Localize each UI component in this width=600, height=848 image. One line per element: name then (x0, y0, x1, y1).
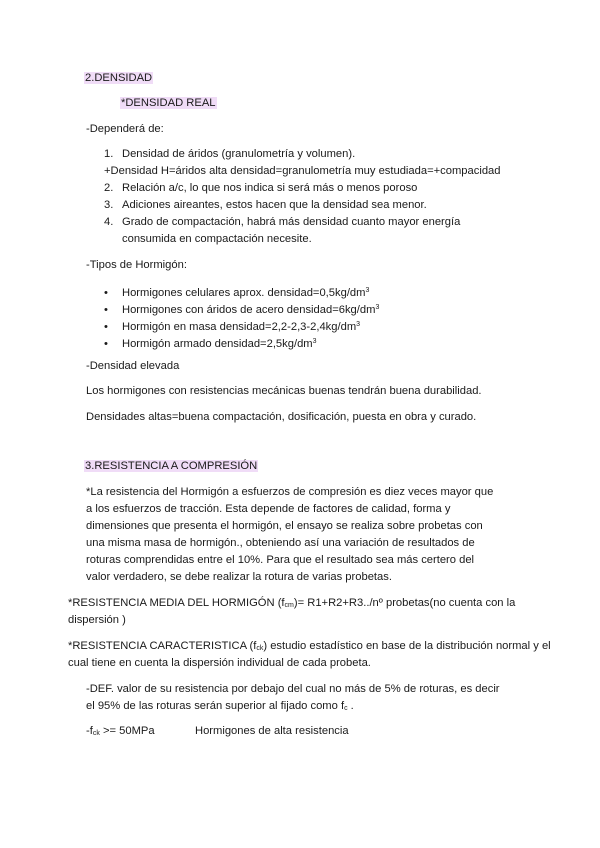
factor-item-continuation: consumida en compactación necesite. (122, 233, 312, 245)
intro-line: valor verdadero, se debe realizar la rotura de varias probetas. (86, 571, 392, 583)
characteristic-strength-line: *RESISTENCIA CARACTERISTICA $(f_{ck})$ estudio estadístico en base de la distribución normal y el (68, 640, 551, 652)
depends-intro: -Dependerá de: (86, 123, 164, 135)
intro-line: dimensiones que presenta el hormigón, el ensayo se realiza sobre probetas con (86, 520, 483, 532)
paragraph: Densidades altas=buena compactación, dosificación, puesta en obra y curado. (86, 411, 477, 423)
density-real-subheading: *DENSIDAD REAL (121, 97, 216, 109)
type-item: • Hormigones con áridos de acero $densidad=6kg/dm^3$ (104, 304, 380, 316)
type-item: • Hormigones celulares aprox. $densidad=0,5kg/dm^3$ (104, 287, 370, 299)
factor-item: +Densidad H=áridos alta densidad=granulometría muy estudiada=+compacidad (104, 165, 501, 177)
section-3-heading: 3.RESISTENCIA A COMPRESIÓN (85, 460, 258, 472)
mean-strength-line-2: dispersión ) (68, 614, 126, 626)
bullet-icon: • (104, 338, 108, 350)
factor-item: 1. Densidad de áridos (granulometría y volumen). (104, 148, 356, 160)
type-item: • Hormigón en masa $densidad=2,2-2,3-2,4kg/dm^3$ (104, 321, 361, 333)
factor-item: 3. Adiciones aireantes, estos hacen que la densidad sea menor. (104, 199, 427, 211)
high-strength-label: Hormigones de alta resistencia (195, 725, 349, 737)
intro-line: a los esfuerzos de tracción. Esta depende de factores de calidad, forma y (86, 503, 451, 515)
mean-strength-line: *RESISTENCIA MEDIA DEL HORMIGÓN $(f_{cm})=$ R1+R2+R3../nº probetas(no cuenta con la (68, 597, 516, 609)
bullet-icon: • (104, 304, 108, 316)
intro-line: una misma masa de hormigón., obteniendo así una variación de resultados de (86, 537, 475, 549)
section-2-heading: 2.DENSIDAD (85, 72, 153, 84)
intro-line: roturas comprendidas entre el 10%. Para que el resultado sea más certero del (86, 554, 475, 566)
factor-item: 2. Relación a/c, lo que nos indica si será más o menos poroso (104, 182, 418, 194)
fck-threshold: $-f_{ck} >= 50MPa$ (86, 725, 155, 737)
bullet-icon: • (104, 287, 108, 299)
factor-item: 4. Grado de compactación, habrá más densidad cuanto mayor energía (104, 216, 461, 228)
bullet-icon: • (104, 321, 108, 333)
definition-line: -DEF. valor de su resistencia por debajo del cual no más de 5% de roturas, es decir (86, 683, 500, 695)
types-intro: -Tipos de Hormigón: (86, 259, 187, 271)
type-item: • Hormigón armado $densidad=2,5kg/dm^3$ (104, 338, 317, 350)
characteristic-strength-line-2: cual tiene en cuenta la dispersión individual de cada probeta. (68, 657, 371, 669)
intro-line: *La resistencia del Hormigón a esfuerzos de compresión es diez veces mayor que (86, 486, 494, 498)
paragraph: Los hormigones con resistencias mecánicas buenas tendrán buena durabilidad. (86, 385, 482, 397)
high-density-label: -Densidad elevada (86, 360, 180, 372)
definition-line-2: el 95% de las roturas serán superior al fijado como $f_c$ . (86, 700, 354, 712)
